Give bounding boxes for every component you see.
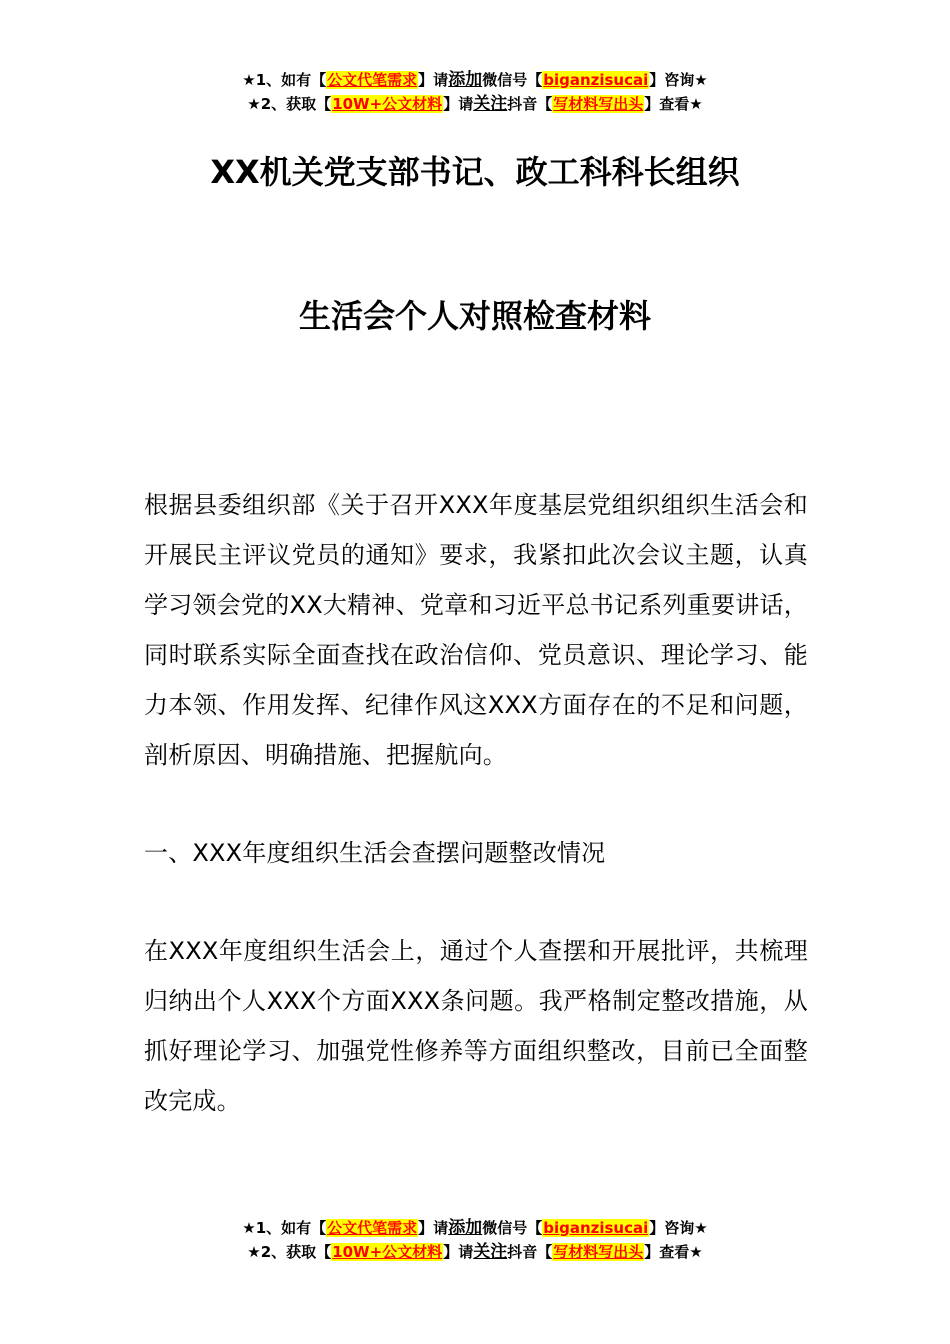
promo-line-2 [0, 92, 950, 116]
promo-emphasis: 关注 [473, 94, 508, 114]
body-paragraph-section-1: 在XXX年度组织生活会上，通过个人查摆和开展批评，共梳理归纳出个人XXX个方面XXX条问题。我严格制定整改措施，从抓好理论学习、加强党性修养等方面组织整改，目前已全面整改完成。 [144, 937, 808, 1115]
promo-text: 】请 [443, 1243, 474, 1261]
promo-text: 】查看★ [644, 1243, 703, 1261]
promo-highlight-douyin-account: 写材料写出头 [553, 1243, 644, 1261]
promo-line-1 [0, 68, 950, 92]
promo-highlight-wechat-id: biganzisucai [543, 71, 649, 89]
promo-text: 】咨询★ [649, 1219, 708, 1237]
body-paragraph-intro: 根据县委组织部《关于召开XXX年度基层党组织组织生活会和开展民主评议党员的通知》要求，我紧扣此次会议主题，认真学习领会党的XX大精神、党章和习近平总书记系列重要讲话，同时联系实际全面查找在政治信仰、党员意识、理论学习、能力本领、作用发挥、纪律作风这XXX方面存在的不足和问题，剖析原因、明确措施、把握航向。 [144, 491, 808, 769]
promo-text: 微信号【 [482, 71, 543, 89]
document-title-line-1: XX机关党支部书记、政工科科长组织 [210, 153, 740, 191]
promo-text: 抖音【 [507, 1243, 553, 1261]
promo-emphasis: 添加 [448, 1218, 483, 1238]
promo-emphasis: 添加 [448, 70, 483, 90]
promo-line-1 [0, 1216, 950, 1240]
promo-text: 】请 [418, 1219, 449, 1237]
promo-text: 微信号【 [482, 1219, 543, 1237]
promo-text: 抖音【 [507, 95, 553, 113]
promo-highlight-wechat-id: biganzisucai [543, 1219, 649, 1237]
section-heading-1: 一、XXX年度组织生活会查摆问题整改情况 [144, 839, 606, 867]
promo-text: ★1、如有【 [242, 71, 327, 89]
footer-promo-banner [0, 1216, 950, 1264]
promo-line-2 [0, 1240, 950, 1264]
promo-text: 】请 [443, 95, 474, 113]
promo-highlight-service: 公文代笔需求 [327, 1219, 418, 1237]
promo-text: 】查看★ [644, 95, 703, 113]
document-title-line-2: 生活会个人对照检查材料 [298, 297, 651, 335]
promo-text: 】咨询★ [649, 71, 708, 89]
promo-emphasis: 关注 [473, 1242, 508, 1262]
promo-text: ★2、获取【 [247, 1243, 332, 1261]
promo-text: 】请 [418, 71, 449, 89]
promo-highlight-materials: 10W+公文材料 [332, 95, 443, 113]
promo-text: ★1、如有【 [242, 1219, 327, 1237]
promo-highlight-douyin-account: 写材料写出头 [553, 95, 644, 113]
promo-highlight-service: 公文代笔需求 [327, 71, 418, 89]
promo-highlight-materials: 10W+公文材料 [332, 1243, 443, 1261]
header-promo-banner [0, 68, 950, 116]
promo-text: ★2、获取【 [247, 95, 332, 113]
